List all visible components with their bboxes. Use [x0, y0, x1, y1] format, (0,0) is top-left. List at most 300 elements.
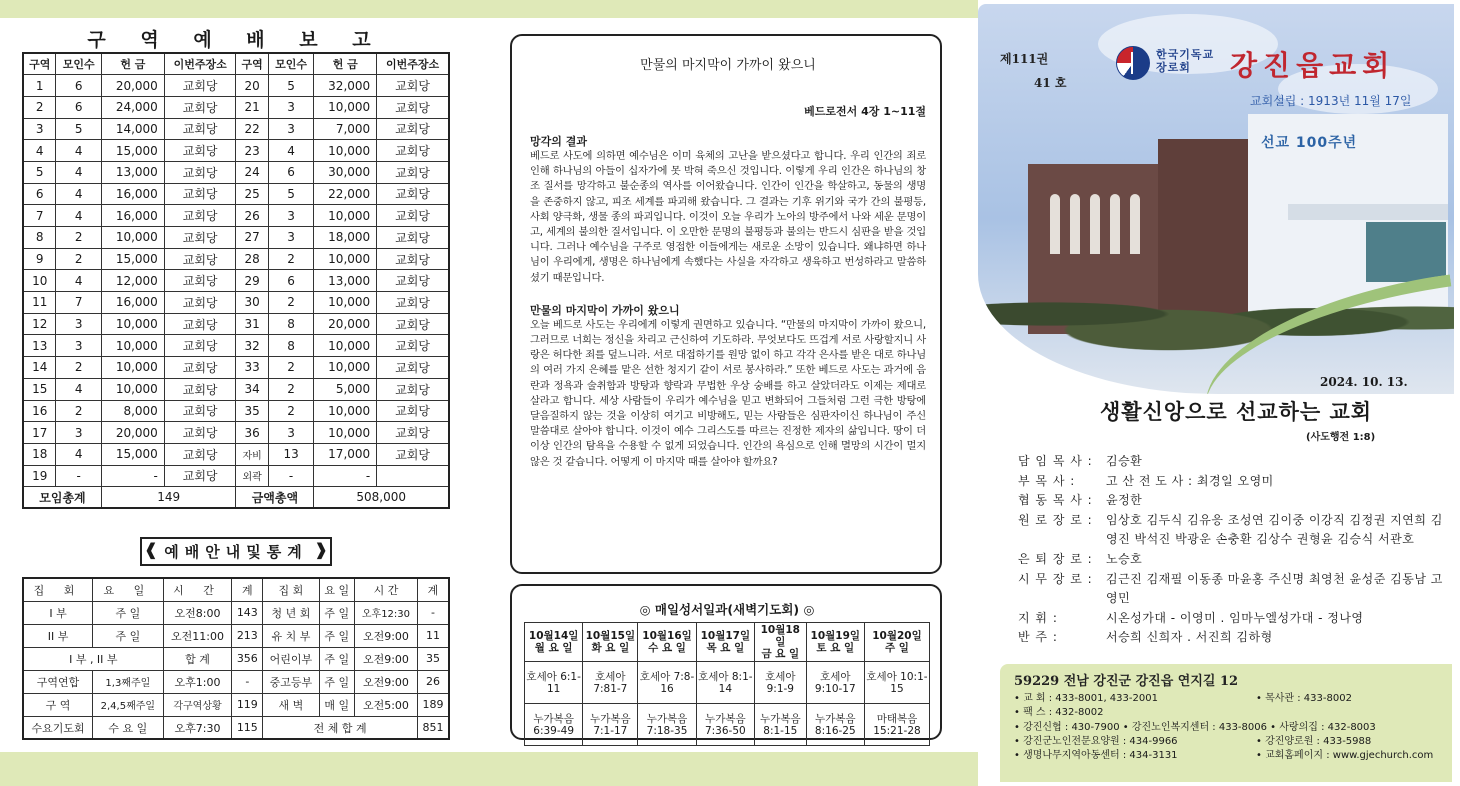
- worship-cell: 구역연합: [23, 670, 93, 693]
- report-total-row: [23, 487, 449, 509]
- report-cell: 17,000: [314, 443, 377, 465]
- bible-calendar-box: [510, 584, 942, 740]
- calendar-weekday: 월 요 일: [534, 642, 573, 654]
- contact-box: [1000, 664, 1452, 782]
- volume-number: 제111권: [1000, 52, 1049, 66]
- worship-cell: 청 년 회: [263, 601, 319, 624]
- report-cell: 교회당: [377, 400, 449, 422]
- report-title: 구 역 예 배 보 고: [87, 29, 385, 51]
- report-cell: 4: [56, 183, 101, 205]
- table-row: [23, 161, 449, 183]
- report-cell: 18,000: [314, 227, 377, 249]
- worship-header-cell: 요 일: [93, 578, 164, 601]
- table-row: [23, 443, 449, 465]
- staff-value: 노승호: [1106, 551, 1143, 566]
- report-cell: 10,000: [101, 227, 164, 249]
- church-name: 강진읍교회: [1230, 49, 1396, 82]
- report-cell: 교회당: [377, 378, 449, 400]
- report-cell: 34: [236, 378, 268, 400]
- report-cell: 6: [268, 270, 313, 292]
- annex-band: [1288, 204, 1448, 220]
- report-header-cell: 이번주장소: [164, 53, 236, 75]
- table-row: [23, 465, 449, 487]
- table-row: [23, 248, 449, 270]
- report-cell: 13: [23, 335, 56, 357]
- report-cell: 3: [268, 96, 313, 118]
- worship-cell: 오후12:30: [354, 601, 417, 624]
- report-cell: 5,000: [314, 378, 377, 400]
- worship-cell: 1,3째주일: [93, 670, 164, 693]
- staff-label: 부 목 사 :: [1018, 473, 1076, 488]
- window-shape: [1050, 194, 1060, 254]
- report-cell: 10,000: [101, 335, 164, 357]
- report-cell: 2: [56, 227, 101, 249]
- report-cell: 20,000: [101, 75, 164, 97]
- report-cell: 교회당: [164, 378, 236, 400]
- report-cell: 4: [268, 140, 313, 162]
- report-cell: 2: [23, 96, 56, 118]
- staff-row: [1018, 609, 1450, 629]
- worship-cell: 주 일: [319, 601, 354, 624]
- staff-row: [1018, 452, 1450, 472]
- report-cell: 교회당: [164, 75, 236, 97]
- cover-column: [978, 0, 1460, 786]
- calendar-reading-cell: 마태복음 15:21-28: [864, 704, 929, 746]
- report-cell: 2: [268, 378, 313, 400]
- worship-cell: 213: [232, 624, 263, 647]
- report-cell: 6: [56, 75, 101, 97]
- church-address: 59229 전남 강진군 강진읍 연지길 12: [1014, 674, 1239, 689]
- worship-cell: 오전9:00: [354, 624, 417, 647]
- report-cell: 26: [236, 205, 268, 227]
- staff-value: 임상호 김두식 김유응 조성연 김이중 이강직 김정권 지연희 김영진 박석진 박광운 손충환 김상수 권형윤 김승식 서관호: [1106, 512, 1443, 547]
- report-cell: 교회당: [164, 248, 236, 270]
- report-cell: 12,000: [101, 270, 164, 292]
- report-cell: 4: [23, 140, 56, 162]
- report-cell: 4: [56, 140, 101, 162]
- report-body: [23, 75, 449, 487]
- table-row: [23, 75, 449, 97]
- report-cell: 5: [23, 161, 56, 183]
- report-cell: 자비: [236, 443, 268, 465]
- table-row: [23, 693, 449, 716]
- worship-cell: -: [417, 601, 449, 624]
- report-cell: 10,000: [314, 400, 377, 422]
- report-cell: 2: [56, 248, 101, 270]
- report-cell: 13,000: [101, 161, 164, 183]
- report-cell: 2: [56, 357, 101, 379]
- table-row: [23, 670, 449, 693]
- worship-body: [23, 601, 449, 739]
- staff-row: [1018, 628, 1450, 648]
- staff-row: [1018, 570, 1450, 609]
- calendar-day-header: [696, 623, 754, 662]
- calendar-reading-cell: 누가복음 6:39-49: [525, 704, 583, 746]
- report-cell: 6: [268, 161, 313, 183]
- contact-line: [1014, 749, 1452, 763]
- report-cell: 2: [56, 400, 101, 422]
- staff-label: 원 로 장 로 :: [1018, 512, 1093, 527]
- contact-item: • 교회홈페이지 : www.gjechurch.com: [1256, 750, 1434, 762]
- window-shape: [1090, 194, 1100, 254]
- report-cell: 2: [268, 292, 313, 314]
- worship-cell: 2,4,5째주일: [93, 693, 164, 716]
- report-cell: 4: [56, 161, 101, 183]
- report-cell: 교회당: [164, 270, 236, 292]
- report-cell: 교회당: [377, 118, 449, 140]
- report-cell: 교회당: [377, 270, 449, 292]
- report-cell: 4: [56, 443, 101, 465]
- worship-header-cell: 시 간: [354, 578, 417, 601]
- report-cell: 21: [236, 96, 268, 118]
- report-cell: 3: [268, 205, 313, 227]
- report-cell: 19: [23, 465, 56, 487]
- report-cell: 8: [268, 335, 313, 357]
- calendar-header-row: [525, 623, 930, 662]
- report-cell: -: [314, 465, 377, 487]
- calendar-reading-cell: 호세아 7:81-7: [583, 662, 638, 704]
- denomination: 한국기독교 장로회: [1156, 48, 1215, 74]
- report-cell: 7: [56, 292, 101, 314]
- contact-item: • 목사관 : 433-8002: [1256, 693, 1352, 704]
- worship-cell: 26: [417, 670, 449, 693]
- staff-value: 서승희 신희자 . 서진희 김하형: [1106, 630, 1273, 645]
- staff-label: 담 임 목 사 :: [1018, 454, 1093, 468]
- report-cell: 36: [236, 422, 268, 444]
- table-row: [23, 270, 449, 292]
- report-cell: -: [268, 465, 313, 487]
- table-row: [23, 183, 449, 205]
- report-cell: 교회당: [164, 443, 236, 465]
- report-cell: 8: [23, 227, 56, 249]
- table-row: [23, 601, 449, 624]
- worship-header-cell: 계: [417, 578, 449, 601]
- staff-value: 김승환: [1106, 454, 1143, 468]
- report-cell: 35: [236, 400, 268, 422]
- report-cell: 8,000: [101, 400, 164, 422]
- sermon-title: 만물의 마지막이 가까이 왔으니: [640, 58, 816, 73]
- report-cell: 6: [56, 96, 101, 118]
- worship-cell: 35: [417, 647, 449, 670]
- report-cell: 13,000: [314, 270, 377, 292]
- calendar-weekday: 수 요 일: [648, 642, 686, 654]
- window-shape: [1110, 194, 1120, 254]
- report-cell: 16,000: [101, 292, 164, 314]
- report-cell: 4: [56, 205, 101, 227]
- report-cell: 10,000: [314, 357, 377, 379]
- report-header-cell: 이번주장소: [377, 53, 449, 75]
- report-cell: 3: [56, 422, 101, 444]
- worship-title: ❰ 예배안내및통계 ❱: [140, 537, 331, 566]
- contact-item: • 강진양로원 : 433-5988: [1256, 735, 1372, 747]
- worship-cell: 오전9:00: [354, 670, 417, 693]
- worship-header-cell: 시 간: [163, 578, 232, 601]
- staff-label: 지 휘 :: [1018, 610, 1058, 625]
- table-row: [23, 96, 449, 118]
- worship-cell: 오전5:00: [354, 693, 417, 716]
- worship-cell: 새 벽: [263, 693, 319, 716]
- worship-header-cell: 집 회: [23, 578, 93, 601]
- report-cell: 5: [268, 75, 313, 97]
- table-row: [23, 716, 449, 739]
- report-cell: 교회당: [164, 335, 236, 357]
- staff-label: 협 동 목 사 :: [1018, 493, 1093, 508]
- calendar-reading-cell: 누가복음 8:1-15: [755, 704, 807, 746]
- calendar-date: 10월19일: [810, 630, 861, 642]
- worship-cell: I 부 , II 부: [23, 647, 163, 670]
- report-cell: [377, 465, 449, 487]
- report-cell: 7: [23, 205, 56, 227]
- calendar-date: 10월14일: [528, 630, 579, 642]
- worship-title-wrap: [22, 537, 450, 567]
- report-cell: 14: [23, 357, 56, 379]
- calendar-weekday: 주 일: [885, 642, 909, 654]
- calendar-day-header: [806, 623, 864, 662]
- calendar-day-header: [755, 623, 807, 662]
- report-cell: 교회당: [164, 96, 236, 118]
- calendar-reading-cell: 누가복음 7:36-50: [696, 704, 754, 746]
- calendar-day-header: [583, 623, 638, 662]
- calendar-reading-cell: 호세아 7:8-16: [638, 662, 696, 704]
- church-slogan: 생활신앙으로 선교하는 교회: [1100, 400, 1373, 424]
- report-cell: 교회당: [377, 205, 449, 227]
- report-cell: 10,000: [101, 313, 164, 335]
- staff-value: 시온성가대 - 이영미 . 임마누엘성가대 - 정나영: [1106, 610, 1364, 625]
- table-row: [23, 205, 449, 227]
- calendar-reading-cell: 누가복음 7:1-17: [583, 704, 638, 746]
- calendar-date: 10월15일: [585, 630, 636, 642]
- report-cell: 6: [23, 183, 56, 205]
- sermon-section2-title: 만물의 마지막이 가까이 왔으니: [530, 303, 680, 317]
- worship-cell: 851: [417, 716, 449, 739]
- report-cell: 교회당: [377, 335, 449, 357]
- founded-date: 교회설립 : 1913년 11월 17일: [1250, 94, 1412, 108]
- worship-cell: 합 계: [163, 647, 232, 670]
- worship-header-cell: 요 일: [319, 578, 354, 601]
- report-cell: 1: [23, 75, 56, 97]
- worship-cell: 11: [417, 624, 449, 647]
- table-row: [23, 227, 449, 249]
- worship-stats-table: [22, 577, 450, 740]
- report-cell: 교회당: [377, 357, 449, 379]
- bottom-decor-strip: [0, 752, 978, 786]
- worship-cell: 189: [417, 693, 449, 716]
- sermon-section1-text: 베드로 사도에 의하면 예수님은 이미 육체의 고난을 받으셨다고 합니다. 우리 인간의 죄로 인해 하나님의 아들이 십자가에 못 박혀 죽으신 것입니다. 이렇게 우리 인간은 하나님의 창조 질서를 망각하고 불순종의 역사를 이어왔습니다. 인간이 인간을 학살하고, 동물의 생명을 존중하지 않고, 피조 세계를 파괴해 왔습니다. 그 결과는 기후 위기와 국가 간의 불평등, 사회 양극화, 생물 종의 파괴입니다. 이것이 오늘 우리가 노아의 방주에서 나와 세운 문명이고, 세계의 불의한 질서입니다. 이 오만한 문명의 불평등과 불의는 반드시 심판을 받을 것입니다. 그러나 예수님을 구주로 영접한 이들에게는 새로운 소망이 있습니다. 왜냐하면 하나님이 우리에게, 생명은 하나님에게 속했다는 사실을 자각하고 생육하고 번성하라고 말씀하셨기 때문입니다.: [530, 150, 926, 284]
- contact-item: • 강진군노인전문요양원 : 434-9966: [1014, 735, 1178, 747]
- worship-header-cell: 계: [232, 578, 263, 601]
- calendar-reading-cell: 누가복음 8:16-25: [806, 704, 864, 746]
- contact-item: • 강진신협 : 430-7900 • 강진노인복지센터 : 433-8006 • 사랑의집 : 432-8003: [1014, 721, 1376, 733]
- report-header-row: [23, 53, 449, 75]
- contact-item: • 교 회 : 433-8001, 433-2001: [1014, 693, 1158, 704]
- worship-cell: 143: [232, 601, 263, 624]
- calendar-day-header: [525, 623, 583, 662]
- report-cell: 4: [56, 378, 101, 400]
- report-cell: 15,000: [101, 443, 164, 465]
- annex-glass: [1366, 222, 1446, 282]
- contact-line: [1014, 735, 1452, 749]
- sermon-section2-text: 오늘 베드로 사도는 우리에게 이렇게 권면하고 있습니다. “만물의 마지막이 가까이 왔으니, 그러므로 너희는 정신을 차리고 근신하여 기도하라. 무엇보다도 뜨겁게 서로 사랑할지니 사랑은 허다한 죄를 덮느니라. 서로 대접하기를 원망 없이 하고 각각 은사를 받은 대로 하나님의 여러 가지 은혜를 맡은 선한 청지기 같이 서로 봉사하라.” 또한 베드로 사도는 과거에 음란과 정욕과 술취함과 방탕과 향락과 무법한 우상 숭배를 하고 살았더라도 이제는 제대로 살라고 합니다. 세상 사람들이 우리가 예수님을 믿고 변화되어 그들처럼 그런 극한 방탕에 달음질하지 않는 것을 이상히 여기고 비방해도, 믿는 사람들은 심판자이신 하나님이 주신 말씀대로 살아야 합니다. 이것이 예수 그리스도를 따르는 진정한 제자의 삶입니다. 땅이 더 이상 인간의 탐욕을 수용할 수 없게 되었습니다. 인간의 욕심으로 인해 멸망의 시간이 멀지 않은 것 같습니다. 어떻게 이 마지막 때를 살아야 할까요?: [530, 318, 926, 468]
- report-cell: 10,000: [101, 378, 164, 400]
- worship-cell: 주 일: [319, 647, 354, 670]
- report-cell: 4: [56, 270, 101, 292]
- report-cell: 23: [236, 140, 268, 162]
- worship-cell: 수요기도회: [23, 716, 93, 739]
- report-cell: 7,000: [314, 118, 377, 140]
- window-shape: [1070, 194, 1080, 254]
- worship-cell: 유 치 부: [263, 624, 319, 647]
- calendar-weekday: 토 요 일: [816, 642, 855, 654]
- calendar-weekday: 목 요 일: [706, 642, 745, 654]
- report-cell: 3: [268, 227, 313, 249]
- report-cell: 15: [23, 378, 56, 400]
- report-cell: 교회당: [377, 183, 449, 205]
- cross-icon: [1131, 52, 1133, 74]
- calendar-date: 10월16일: [642, 630, 692, 642]
- report-cell: 33: [236, 357, 268, 379]
- calendar-reading-cell: 호세아 8:1-14: [696, 662, 754, 704]
- table-row: [23, 400, 449, 422]
- issue-number: 41 호: [1034, 76, 1067, 90]
- calendar-reading-cell: 누가복음 7:18-35: [638, 704, 696, 746]
- report-header-cell: 구역: [236, 53, 268, 75]
- report-cell: 외곽: [236, 465, 268, 487]
- calendar-reading-cell: 호세아 9:10-17: [806, 662, 864, 704]
- report-header-cell: 모인수: [268, 53, 313, 75]
- church-logo-icon: [1116, 46, 1150, 80]
- report-cell: 12: [23, 313, 56, 335]
- report-cell: 교회당: [164, 422, 236, 444]
- report-cell: 교회당: [164, 292, 236, 314]
- report-cell: 교회당: [377, 313, 449, 335]
- window-shape: [1130, 194, 1140, 254]
- worship-cell: 오후1:00: [163, 670, 232, 693]
- worship-cell: 구 역: [23, 693, 93, 716]
- worship-cell: 115: [232, 716, 263, 739]
- contact-item: • 생명나무지역아동센터 : 434-3131: [1014, 750, 1178, 762]
- report-cell: 교회당: [164, 140, 236, 162]
- calendar-weekday: 화 요 일: [591, 642, 630, 654]
- worship-cell: I 부: [23, 601, 93, 624]
- staff-label: 은 퇴 장 로 :: [1018, 551, 1093, 566]
- report-cell: 10,000: [314, 140, 377, 162]
- contact-line: [1014, 706, 1452, 720]
- report-cell: 31: [236, 313, 268, 335]
- calendar-day-header: [638, 623, 696, 662]
- report-cell: 교회당: [377, 248, 449, 270]
- building-sign: 선교 100주년: [1261, 135, 1358, 151]
- report-cell: 11: [23, 292, 56, 314]
- report-cell: 교회당: [377, 96, 449, 118]
- calendar-date: 10월20일: [872, 630, 922, 642]
- report-cell: 10,000: [314, 96, 377, 118]
- report-cell: 교회당: [377, 140, 449, 162]
- contact-lines: [1014, 692, 1452, 763]
- report-header-cell: 헌 금: [101, 53, 164, 75]
- report-cell: 교회당: [164, 183, 236, 205]
- contact-item: • 팩 스 : 432-8002: [1014, 707, 1104, 719]
- staff-value: 윤정한: [1106, 493, 1143, 508]
- report-cell: 10,000: [314, 292, 377, 314]
- report-cell: 교회당: [164, 118, 236, 140]
- report-cell: 32: [236, 335, 268, 357]
- report-cell: 2: [268, 400, 313, 422]
- report-cell: 3: [268, 118, 313, 140]
- contact-line: [1014, 692, 1452, 706]
- report-cell: 16,000: [101, 183, 164, 205]
- worship-cell: 356: [232, 647, 263, 670]
- report-cell: 3: [268, 422, 313, 444]
- calendar-day-header: [864, 623, 929, 662]
- report-cell: 2: [268, 357, 313, 379]
- calendar-date: 10월18일: [760, 624, 800, 648]
- calendar-reading-cell: 호세아 6:1-11: [525, 662, 583, 704]
- staff-row: [1018, 472, 1450, 492]
- report-cell: 22,000: [314, 183, 377, 205]
- report-cell: 5: [268, 183, 313, 205]
- worship-cell: 수 요 일: [93, 716, 164, 739]
- report-cell: 10,000: [101, 357, 164, 379]
- report-cell: 3: [56, 313, 101, 335]
- report-cell: 30,000: [314, 161, 377, 183]
- worship-cell: 주 일: [93, 624, 164, 647]
- report-cell: -: [101, 465, 164, 487]
- table-row: [23, 335, 449, 357]
- table-row: [23, 378, 449, 400]
- table-row: [23, 624, 449, 647]
- worship-cell: 오전11:00: [163, 624, 232, 647]
- report-cell: 9: [23, 248, 56, 270]
- report-cell: 교회당: [377, 443, 449, 465]
- report-cell: 32,000: [314, 75, 377, 97]
- worship-cell: II 부: [23, 624, 93, 647]
- top-decor-strip: [0, 0, 978, 18]
- report-cell: 교회당: [164, 161, 236, 183]
- report-cell: 교회당: [377, 422, 449, 444]
- report-header-cell: 모인수: [56, 53, 101, 75]
- report-cell: 교회당: [164, 357, 236, 379]
- table-row: [23, 313, 449, 335]
- calendar-reading-cell: 호세아 10:1-15: [864, 662, 929, 704]
- report-cell: 15,000: [101, 140, 164, 162]
- report-cell: 교회당: [377, 292, 449, 314]
- total-amount-value: 508,000: [314, 487, 449, 509]
- report-cell: 20,000: [101, 422, 164, 444]
- report-cell: 10: [23, 270, 56, 292]
- report-cell: 교회당: [164, 227, 236, 249]
- worship-cell: 119: [232, 693, 263, 716]
- report-cell: 교회당: [164, 400, 236, 422]
- worship-cell: 각구역상황: [163, 693, 232, 716]
- report-header-cell: 헌 금: [314, 53, 377, 75]
- total-attend-value: 149: [101, 487, 236, 509]
- calendar-reading1-row: [525, 662, 930, 704]
- report-cell: 교회당: [164, 465, 236, 487]
- worship-cell: 오전8:00: [163, 601, 232, 624]
- slogan-reference: (사도행전 1:8): [1306, 432, 1376, 443]
- table-row: [23, 357, 449, 379]
- calendar-reading-cell: 호세아 9:1-9: [755, 662, 807, 704]
- calendar-reading2-row: [525, 704, 930, 746]
- staff-row: [1018, 491, 1450, 511]
- table-row: [23, 140, 449, 162]
- sermon-reference: 베드로전서 4장 1~11절: [804, 105, 926, 118]
- report-cell: 10,000: [314, 205, 377, 227]
- report-cell: 10,000: [314, 248, 377, 270]
- report-cell: 29: [236, 270, 268, 292]
- report-cell: 22: [236, 118, 268, 140]
- table-row: [23, 292, 449, 314]
